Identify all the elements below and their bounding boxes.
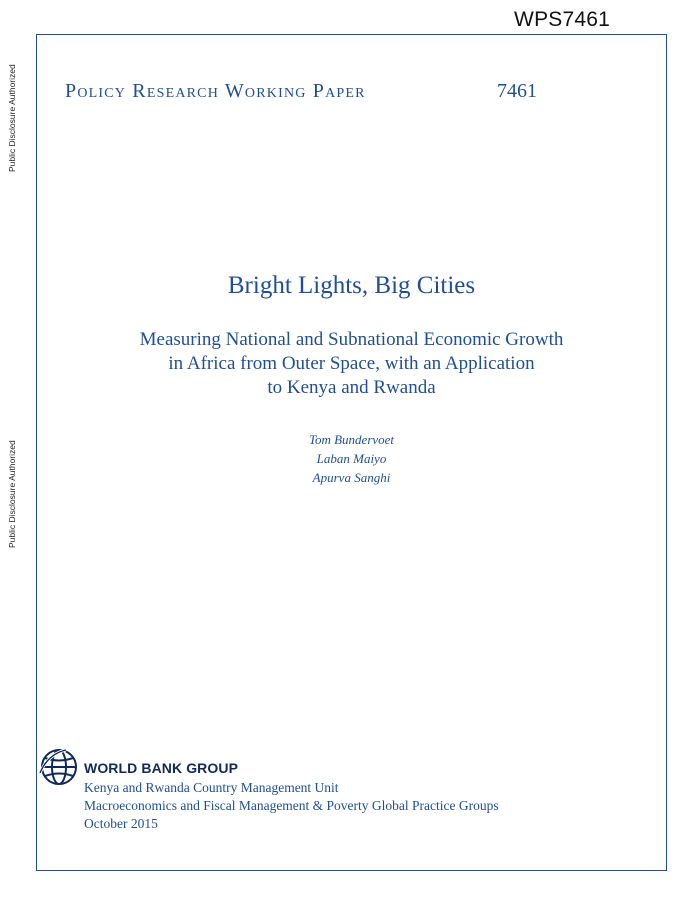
publication-date: October 2015 (84, 816, 158, 831)
paper-title: Bright Lights, Big Cities (227, 272, 476, 299)
subtitle-line: to Kenya and Rwanda (267, 377, 436, 398)
affiliation-line: Macroeconomics and Fiscal Management & Poverty Global Practice Groups (84, 798, 499, 813)
globe-icon (38, 746, 80, 788)
brand-wordmark: WORLD BANK GROUP (84, 760, 239, 776)
author-list (36, 430, 667, 487)
author-name: Tom Bundervoet (308, 432, 395, 447)
affiliation-line: Kenya and Rwanda Country Management Unit (84, 780, 339, 795)
subtitle-line: Measuring National and Subnational Economic Growth (139, 329, 564, 350)
subtitle-line: in Africa from Outer Space, with an Application (168, 353, 535, 374)
paper-number: 7461 (497, 80, 537, 102)
series-name: Policy Research Working Paper (65, 80, 366, 102)
author-name: Apurva Sanghi (312, 470, 391, 485)
disclosure-label-bottom: Public Disclosure Authorized (7, 440, 17, 548)
document-id: WPS7461 (514, 8, 610, 31)
author-name: Laban Maiyo (316, 451, 387, 466)
disclosure-label-top: Public Disclosure Authorized (7, 64, 17, 172)
affiliation-block (84, 779, 499, 833)
paper-subtitle (36, 328, 667, 400)
